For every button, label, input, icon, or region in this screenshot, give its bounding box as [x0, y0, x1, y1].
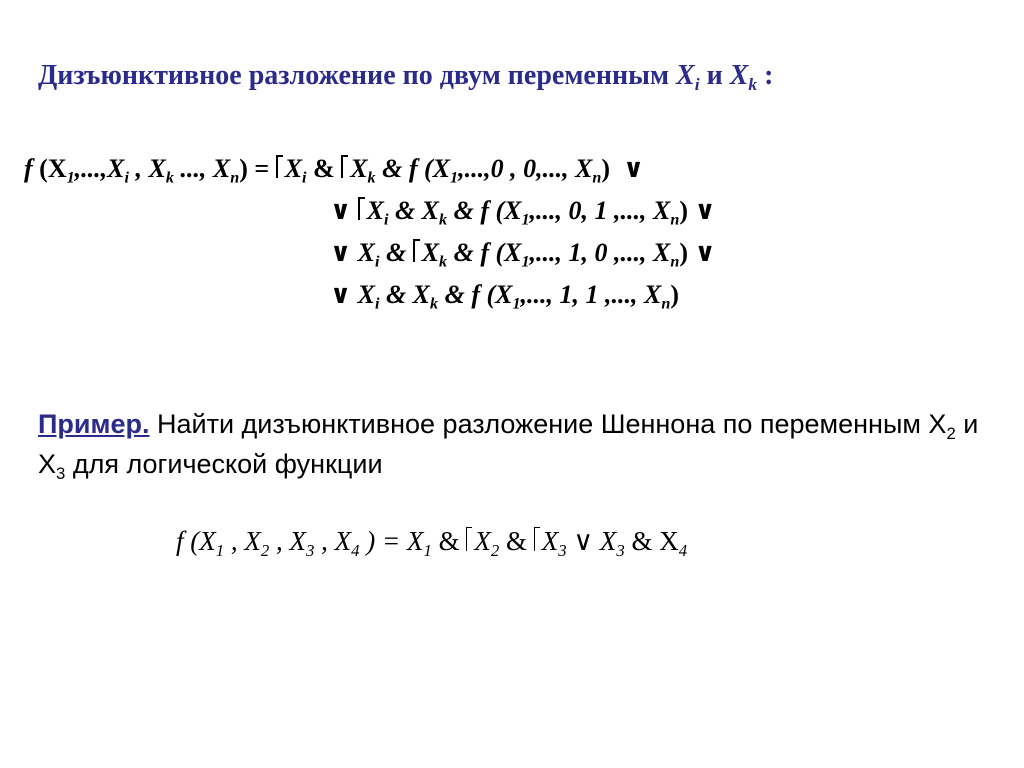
negation-icon — [276, 155, 283, 178]
or-symbol: ∨ — [330, 238, 352, 267]
example-text-a: Найти дизъюнктивное разложение Шеннона по переменным X — [157, 409, 947, 439]
negation-icon — [466, 527, 472, 551]
or-symbol: ∨ — [330, 280, 352, 309]
title-var-xi: $X_i$ — [676, 60, 700, 95]
formula-line-3: ∨ $X_i$ & $X_k$ & f ($X_1$,..., 1, 0 ,..., $X_n$) ∨ — [330, 238, 716, 271]
function-formula: f ($X_1$ , $X_2$ , $X_3$ , $X_4$ ) = $X_1$ & $X_2$ & $X_3$ ∨ $X_3$ & $X_4$ — [176, 526, 688, 560]
title-text: Дизъюнктивное разложение по двум переменным — [38, 60, 670, 91]
example-label: Пример. — [38, 409, 150, 439]
or-symbol: ∨ — [623, 154, 645, 183]
title-and: и — [706, 60, 723, 91]
negation-icon — [341, 155, 348, 178]
example-text-c: для логической функции — [65, 449, 383, 479]
negation-icon — [413, 239, 420, 262]
formula-line-1: f ($X_1,...,X_i$ , $X_k$ ..., $X_n) = X_i$ & $X_k$ & f ($X_1,...,0$ , 0,..., $X_n$) ∨ — [24, 154, 645, 187]
title-colon: : — [764, 60, 774, 91]
negation-icon — [358, 197, 365, 220]
example-paragraph: Пример. Найти дизъюнктивное разложение Шеннона по переменным $X_2$ и $X_3$ для логической функции — [38, 409, 979, 483]
example-text-b: и X — [38, 409, 979, 479]
negation-icon — [534, 527, 540, 551]
or-symbol: ∨ — [694, 238, 716, 267]
slide-title — [38, 60, 774, 95]
title-var-xk: $X_k$ — [729, 60, 758, 95]
formula-line-2: ∨ $X_i$ & $X_k$ & f ($X_1$,..., 0, 1 ,..., $X_n$) ∨ — [330, 196, 716, 229]
formula-line-4: ∨ $X_i$ & $X_k$ & f ($X_1$,..., 1, 1 ,..., $X_n$) — [330, 280, 680, 313]
or-symbol: ∨ — [694, 196, 716, 225]
or-symbol: ∨ — [566, 526, 600, 556]
or-symbol: ∨ — [330, 196, 352, 225]
